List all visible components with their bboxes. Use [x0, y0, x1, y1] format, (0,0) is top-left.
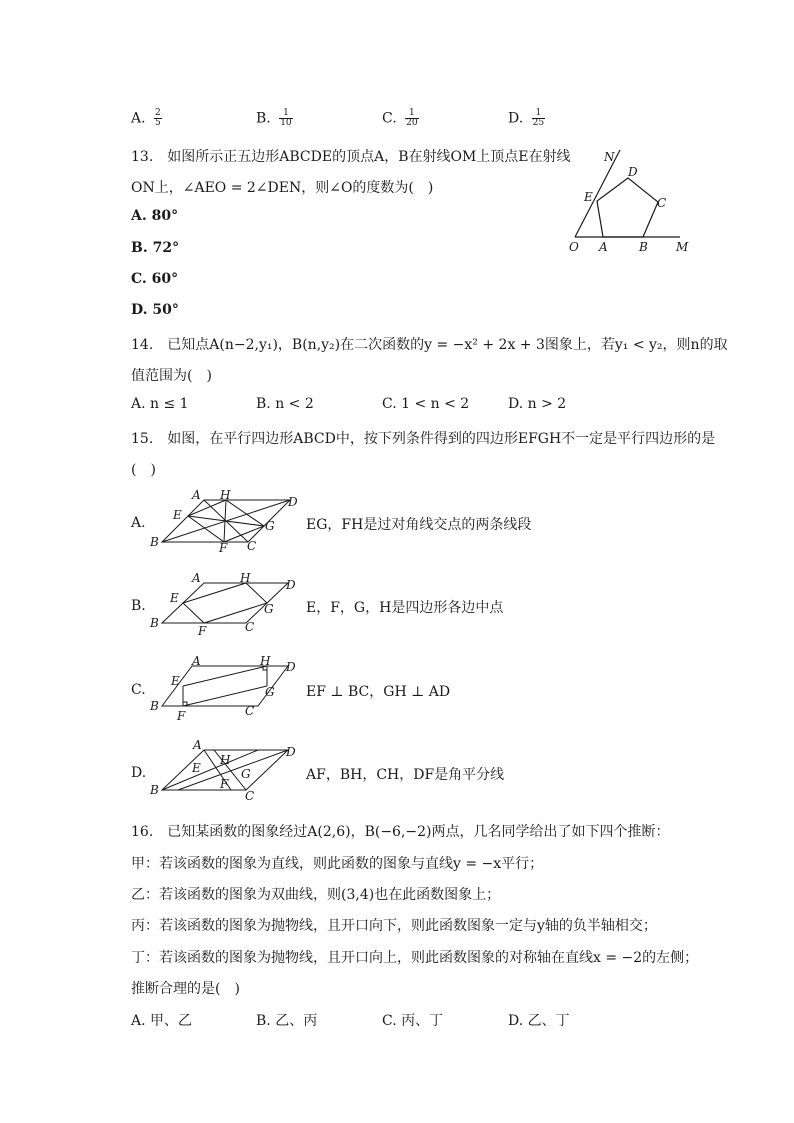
q12-option-letter: B. [256, 110, 271, 127]
q12-option-fraction: $\frac{1}{20}$ [406, 108, 418, 128]
q15-option-d-desc: AF，BH，CH，DF是角平分线 [306, 767, 505, 783]
label-C: C [245, 620, 255, 634]
label-E: E [173, 508, 182, 522]
label-C: C [245, 704, 255, 718]
q14-stem-line2: 值范围为( ) [131, 368, 212, 384]
label-G: G [265, 519, 275, 533]
q13-pentagon-figure [560, 145, 700, 260]
q15-figure-d [148, 736, 303, 806]
label-B: B [150, 535, 159, 549]
q15-option-b-letter[interactable]: B. [131, 598, 146, 614]
q16-stem: 16. 已知某函数的图象经过A(2,6)，B(−6,−2)两点，几名同学给出了如下四个推断： [131, 824, 670, 840]
q12-option-fraction: $\frac{1}{10}$ [280, 108, 292, 128]
label-E: E [192, 761, 201, 775]
q13-stem-line1: 13. 如图所示正五边形ABCDE的顶点A，B在射线OM上顶点E在射线 [131, 149, 571, 165]
q16-bing: 丙：若该函数的图象为抛物线，且开口向下，则此函数图象一定与y轴的负半轴相交； [131, 918, 657, 934]
label-B: B [150, 699, 159, 713]
label-B: B [639, 240, 648, 254]
q16-yi: 乙：若该函数的图象为双曲线，则(3,4)也在此函数图象上； [131, 887, 501, 903]
label-C: C [245, 789, 255, 803]
label-B: B [150, 616, 159, 630]
label-G: G [241, 767, 251, 781]
q12-option-letter: A. [131, 110, 146, 127]
label-A: A [192, 571, 201, 585]
q16-prompt: 推断合理的是( ) [131, 981, 240, 997]
q15-stem-line1: 15. 如图，在平行四边形ABCD中，按下列条件得到的四边形EFGH不一定是平行四边形的是 [131, 431, 716, 447]
label-H: H [220, 488, 231, 502]
q15-option-d-letter[interactable]: D. [131, 765, 147, 781]
label-E: E [171, 674, 180, 688]
q12-option-letter: C. [382, 110, 397, 127]
label-F: F [198, 624, 207, 638]
q13-stem-line2: ON上，∠AEO = 2∠DEN，则∠O的度数为( ) [131, 180, 434, 196]
label-H: H [260, 654, 271, 668]
label-F: F [219, 541, 228, 555]
label-D: D [286, 660, 296, 674]
q15-option-c-desc: EF ⊥ BC，GH ⊥ AD [306, 684, 451, 700]
q15-option-a-letter[interactable]: A. [131, 515, 146, 531]
q15-figure-a [148, 486, 303, 556]
q14-option-c[interactable]: C. 1 < n < 2 [382, 396, 470, 412]
label-D: D [286, 745, 296, 759]
q16-option-a[interactable]: A. 甲、乙 [131, 1013, 193, 1029]
label-F: F [220, 777, 229, 791]
q16-option-c[interactable]: C. 丙、丁 [382, 1013, 444, 1029]
q13-option-b[interactable]: B. 72° [131, 240, 180, 256]
label-A: A [193, 738, 202, 752]
q13-option-c[interactable]: C. 60° [131, 271, 179, 287]
q12-option-fraction: $\frac{1}{25}$ [532, 108, 545, 128]
q12-option-d[interactable] [508, 109, 545, 128]
label-G: G [264, 602, 274, 616]
label-A: A [599, 240, 608, 254]
q15-stem-line2: ( ) [131, 462, 156, 478]
label-E: E [170, 591, 179, 605]
q16-option-d[interactable]: D. 乙、丁 [508, 1013, 570, 1029]
q15-option-b-desc: E，F，G，H是四边形各边中点 [306, 600, 504, 616]
label-N: N [604, 150, 615, 164]
label-D: D [286, 578, 296, 592]
q12-option-fraction: $\frac{2}{5}$ [155, 108, 161, 128]
q13-option-a[interactable]: A. 80° [131, 208, 179, 224]
q12-option-b[interactable] [256, 109, 293, 128]
label-H: H [220, 753, 231, 767]
label-E: E [584, 190, 593, 204]
label-C: C [247, 539, 257, 553]
label-C: C [657, 196, 667, 210]
q16-ding: 丁：若该函数的图象为抛物线，且开口向上，则此函数图象的对称轴在直线x = −2的左侧； [131, 950, 699, 966]
q15-figure-c [148, 652, 303, 724]
label-G: G [265, 685, 275, 699]
q12-option-c[interactable] [382, 109, 419, 128]
label-A: A [192, 488, 201, 502]
label-M: M [676, 240, 689, 254]
q14-stem-line1: 14. 已知点A(n−2,y₁)，B(n,y₂)在二次函数的y = −x² + 2x + 3图象上，若y₁ < y₂，则n的取 [131, 337, 728, 353]
q14-option-a[interactable]: A. n ≤ 1 [131, 396, 189, 412]
label-D: D [288, 495, 298, 509]
label-O: O [569, 240, 579, 254]
q14-option-d[interactable]: D. n > 2 [508, 396, 567, 412]
label-B: B [150, 783, 159, 797]
q16-option-b[interactable]: B. 乙、丙 [256, 1013, 318, 1029]
label-D: D [628, 165, 638, 179]
q15-option-c-letter[interactable]: C. [131, 682, 146, 698]
q13-option-d[interactable]: D. 50° [131, 302, 179, 318]
q15-figure-b [148, 569, 303, 639]
q14-option-b[interactable]: B. n < 2 [256, 396, 314, 412]
q12-option-a[interactable] [131, 109, 162, 128]
label-A: A [192, 654, 201, 668]
q15-option-a-desc: EG，FH是过对角线交点的两条线段 [306, 517, 532, 533]
label-F: F [177, 709, 186, 723]
q16-jia: 甲：若该函数的图象为直线，则此函数的图象与直线y = −x平行； [131, 856, 544, 872]
label-H: H [240, 571, 251, 585]
q12-option-letter: D. [508, 110, 524, 127]
